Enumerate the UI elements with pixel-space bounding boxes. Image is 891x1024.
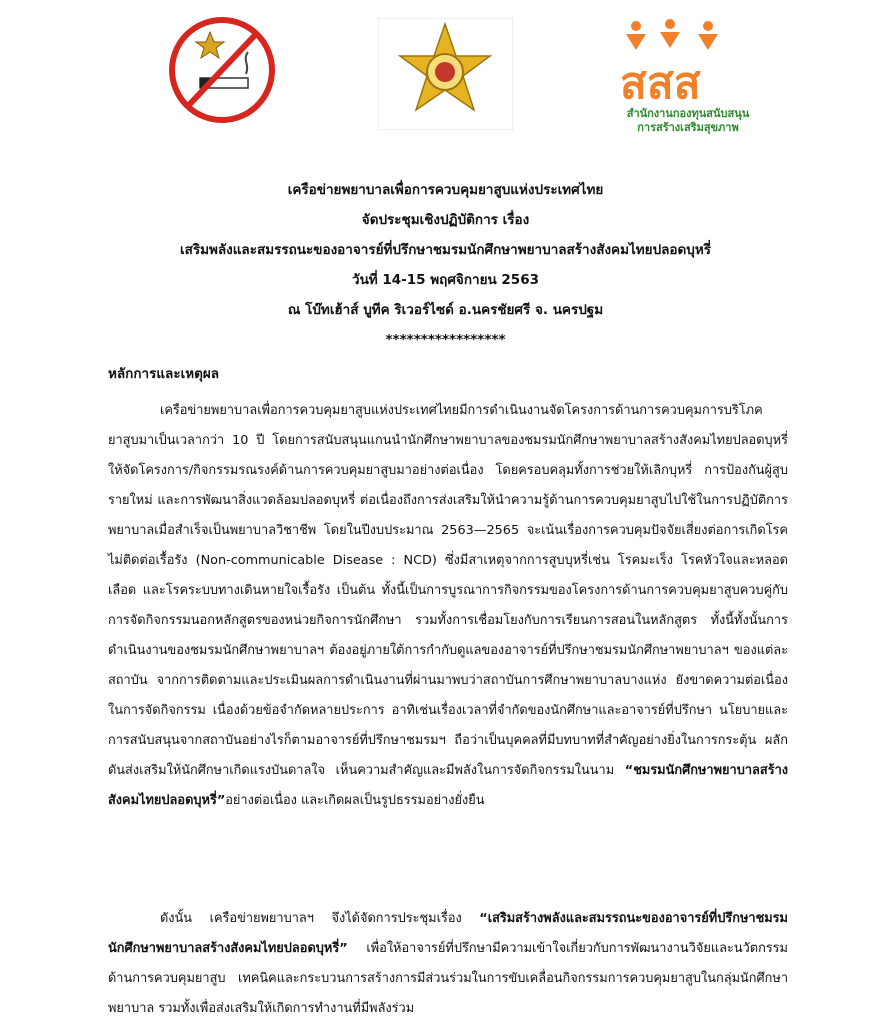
paragraph-2-text: ดังนั้น เครือข่ายพยาบาลฯ จึงได้จัดการประชุมเรื่อง <box>160 911 480 926</box>
header-separator: ***************** <box>385 332 506 348</box>
thaihealth-caption-line1: สำนักงานกองทุนสนับสนุน <box>626 107 750 120</box>
header-workshop: จัดประชุมเชิงปฏิบัติการ เรื่อง <box>361 212 530 228</box>
nurse-network-logo <box>152 14 302 126</box>
thaihealth-mark-icon <box>612 14 762 106</box>
paragraph-1-bold: “ชมรมนักศึกษาพยาบาลสร้างสังคมไทยปลอดบุหรี่” <box>108 763 788 808</box>
svg-text:สสส: สสส <box>620 58 701 106</box>
no-smoking-icon <box>152 14 302 126</box>
emblem-star-icon <box>378 18 513 130</box>
paragraph-1 <box>108 396 788 816</box>
thai-nursing-emblem <box>378 18 513 130</box>
section-heading: หลักการและเหตุผล <box>108 366 220 382</box>
thaihealth-caption-line2: การสร้างเสริมสุขภาพ <box>637 121 739 134</box>
paragraph-1-tail: อย่างต่อเนื่อง และเกิดผลเป็นรูปธรรมอย่างยั่งยืน <box>225 793 485 808</box>
paragraph-2-tail: เพื่อให้อาจารย์ที่ปรึกษามีความเข้าใจเกี่ยวกับการพัฒนางานวิจัยและนวัตกรรมด้านการควบคุมยาสูบ เทคนิคและกระบวนการสร้างการมีส่วนร่วมในการขับเคลื่อนกิจกรรมการควบคุมยาสูบในกลุ่มนักศึกษาพยาบาล รวมทั้งเพื่อส่งเสริมให้เกิดการทำงานที่มีพลังร่วม <box>108 941 788 1016</box>
header-date: วันที่ 14-15 พฤศจิกายน 2563 <box>351 272 539 288</box>
paragraph-2 <box>108 904 788 1024</box>
header-venue: ณ โบ๊ทเฮ้าส์ บูทีค ริเวอร์ไซด์ อ.นครชัยศรี จ. นครปฐม <box>287 302 604 318</box>
thaihealth-logo <box>612 14 762 134</box>
paragraph-2-bold: “เสริมสร้างพลังและสมรรถนะของอาจารย์ที่ปรึกษาชมรมนักศึกษาพยาบาลสร้างสังคมไทยปลอดบุหรี่” <box>108 911 788 956</box>
header-organization: เครือข่ายพยาบาลเพื่อการควบคุมยาสูบแห่งประเทศไทย <box>287 182 604 198</box>
header-topic: เสริมพลังและสมรรถนะของอาจารย์ที่ปรึกษาชมรมนักศึกษาพยาบาลสร้างสังคมไทยปลอดบุหรี่ <box>179 242 712 258</box>
paragraph-1-text: เครือข่ายพยาบาลเพื่อการควบคุมยาสูบแห่งประเทศไทยมีการดำเนินงานจัดโครงการด้านการควบคุมการบริโภคยาสูบมาเป็นเวลากว่า 10 ปี โดยการสนับสนุนแกนนำนักศึกษาพยาบาลของชมรมนักศึกษาพยาบาลสร้างสังคมไทยปลอดบุหรี่ ให้จัดโครงการ/กิจกรรมรณรงค์ด้านการควบคุมยาสูบมาอย่างต่อเนื่อง โดยครอบคลุมทั้งการช่วยให้เลิกบุหรี่ การป้องกันผู้สูบรายใหม่ และการพัฒนาสิ่งแวดล้อมปลอดบุหรี่ ต่อเนื่องถึงการส่งเสริมให้นำความรู้ด้านการควบคุมยาสูบไปใช้ในการปฏิบัติการพยาบาลเมื่อสำเร็จเป็นพยาบาลวิชาชีพ โดยในปีงบประมาณ 2563—2565 จะเน้นเรื่องการควบคุมปัจจัยเสี่ยงต่อการเกิดโรคไม่ติดต่อเรื้อรัง (Non-communicable Disease : NCD) ซึ่งมีสาเหตุจากการสูบบุหรี่เช่น โรคมะเร็ง โรคหัวใจและหลอดเลือด และโรคระบบทางเดินหายใจเรื้อรัง เป็นต้น ทั้งนี้เป็นการบูรณาการกิจกรรมของโครงการด้านการควบคุมยาสูบควบคู่กับการจัดกิจกรรมนอกหลักสูตรของหน่วยกิจการนักศึกษา รวมทั้งการเชื่อมโยงกับการเรียนการสอนในหลักสูตร ทั้งนี้ทั้งนั้นการดำเนินงานของชมรมนักศึกษาพยาบาลฯ ต้องอยู่ภายใต้การกำกับดูแลของอาจารย์ที่ปรึกษาชมรมนักศึกษาพยาบาลฯ ของแต่ละสถาบัน จากการติดตามและประเมินผลการดำเนินงานที่ผ่านมาพบว่าสถาบันการศึกษาพยาบาลบางแห่ง ยังขาดความต่อเนื่องในการจัดกิจกรรม เนื่องด้วยข้อจำกัดหลายประการ อาทิเช่นเรื่องเวลาที่จำกัดของนักศึกษาและอาจารย์ที่ปรึกษา นโยบายและการสนับสนุนจากสถาบันอย่างไรก็ตามอาจารย์ที่ปรึกษาชมรมฯ ถือว่าเป็นบุคคลที่มีบทบาทที่สำคัญอย่างยิ่งในการกระตุ้น ผลักดันส่งเสริมให้นักศึกษาเกิดแรงบันดาลใจ เห็นความสำคัญและมีพลังในการจัดกิจกรรมในนาม <box>108 403 788 778</box>
